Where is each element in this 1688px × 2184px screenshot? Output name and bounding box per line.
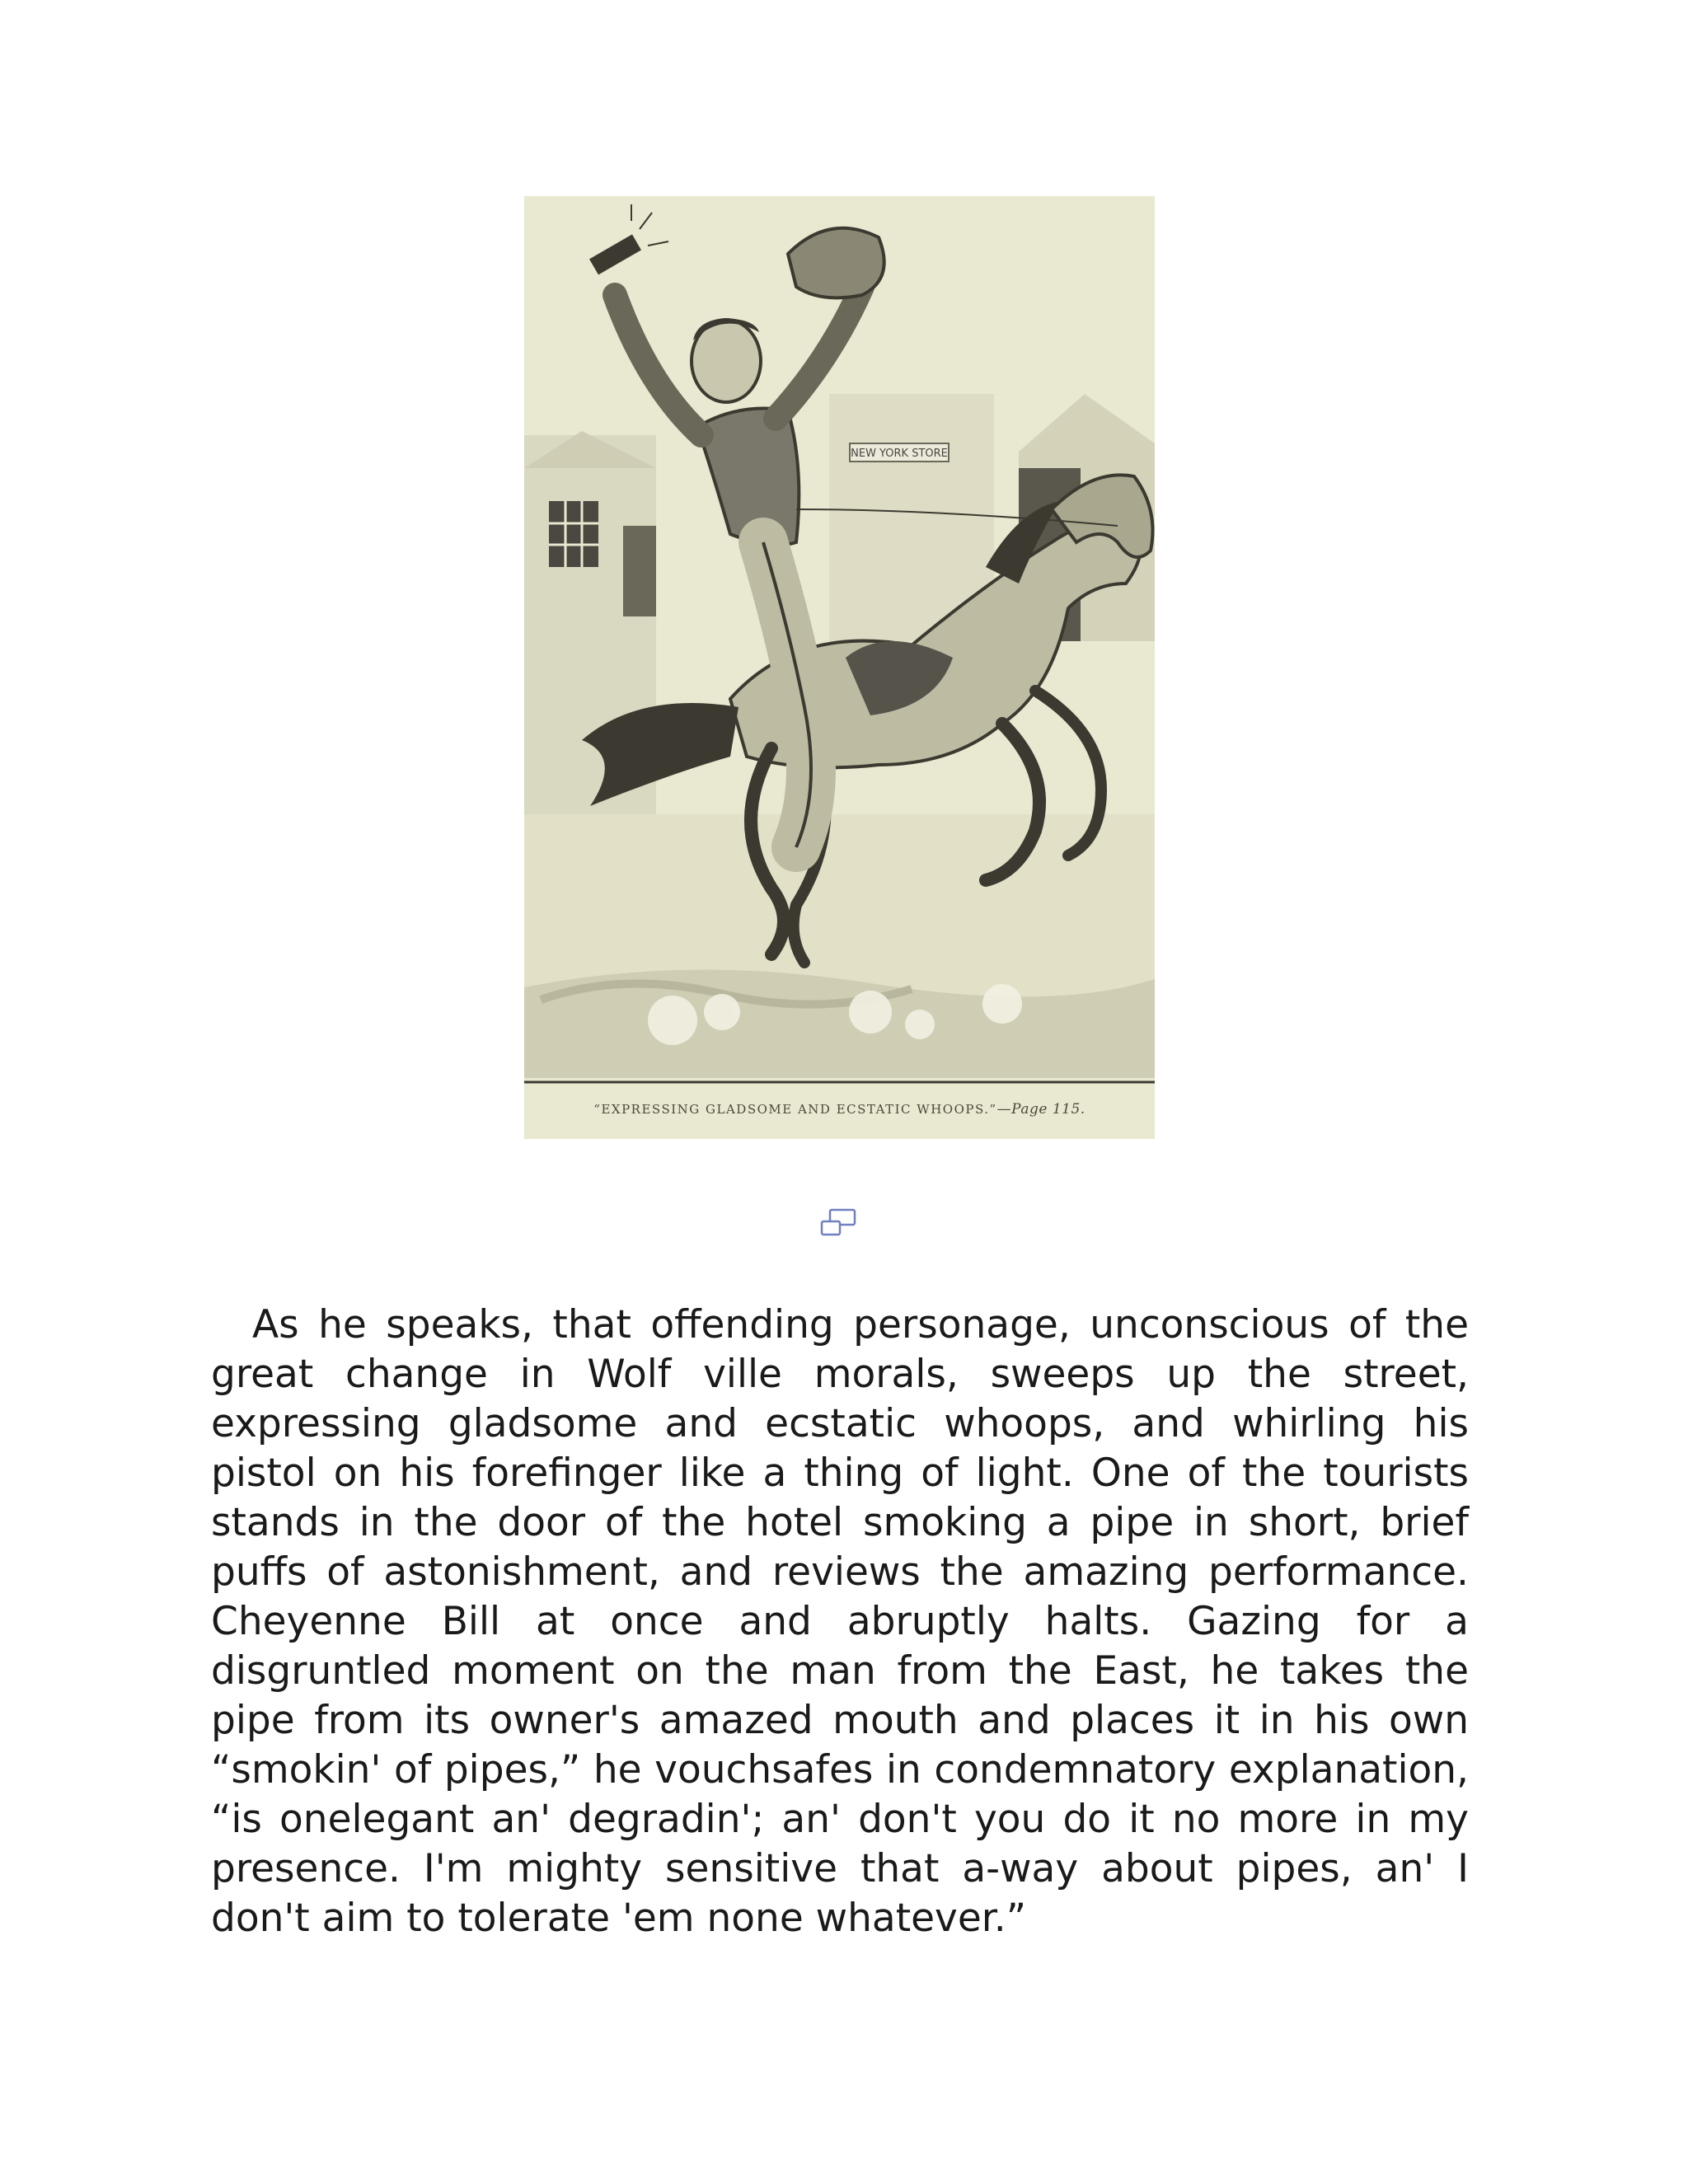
body-paragraph: As he speaks, that offending personage, unconscious of the great change in Wolf ville morals, sweeps up the street, expressing gladsome and ecstatic whoops, and whirling his pistol on his forefinger like a thing of light. One of the tourists stands in the door of the hotel smoking a pipe in short, brief puffs of astonishment, and reviews the amazing performance. Cheyenne Bill at once and abruptly halts. Gazing for a disgruntled moment on the man from the East, he takes the pipe from its owner's amazed mouth and places it in his own “smokin' of pipes,” he vouchsafes in condemnatory explanation, “is onelegant an' degradin'; an' don't you do it no more in my presence. I'm mighty sensitive that a-way about pipes, an' I don't aim to tolerate 'em none whatever.” <box>211 1302 1469 1941</box>
illustration-drawing <box>524 196 1155 1139</box>
illustration-caption <box>524 1101 1155 1118</box>
illustration-plate <box>524 196 1155 1139</box>
caption-main: “EXPRESSING GLADSOME AND ECSTATIC WHOOPS.” <box>593 1102 997 1117</box>
image-link-icon[interactable] <box>820 1208 858 1238</box>
caption-page: —Page 115. <box>996 1101 1085 1118</box>
store-sign: NEW YORK STORE <box>851 448 948 460</box>
